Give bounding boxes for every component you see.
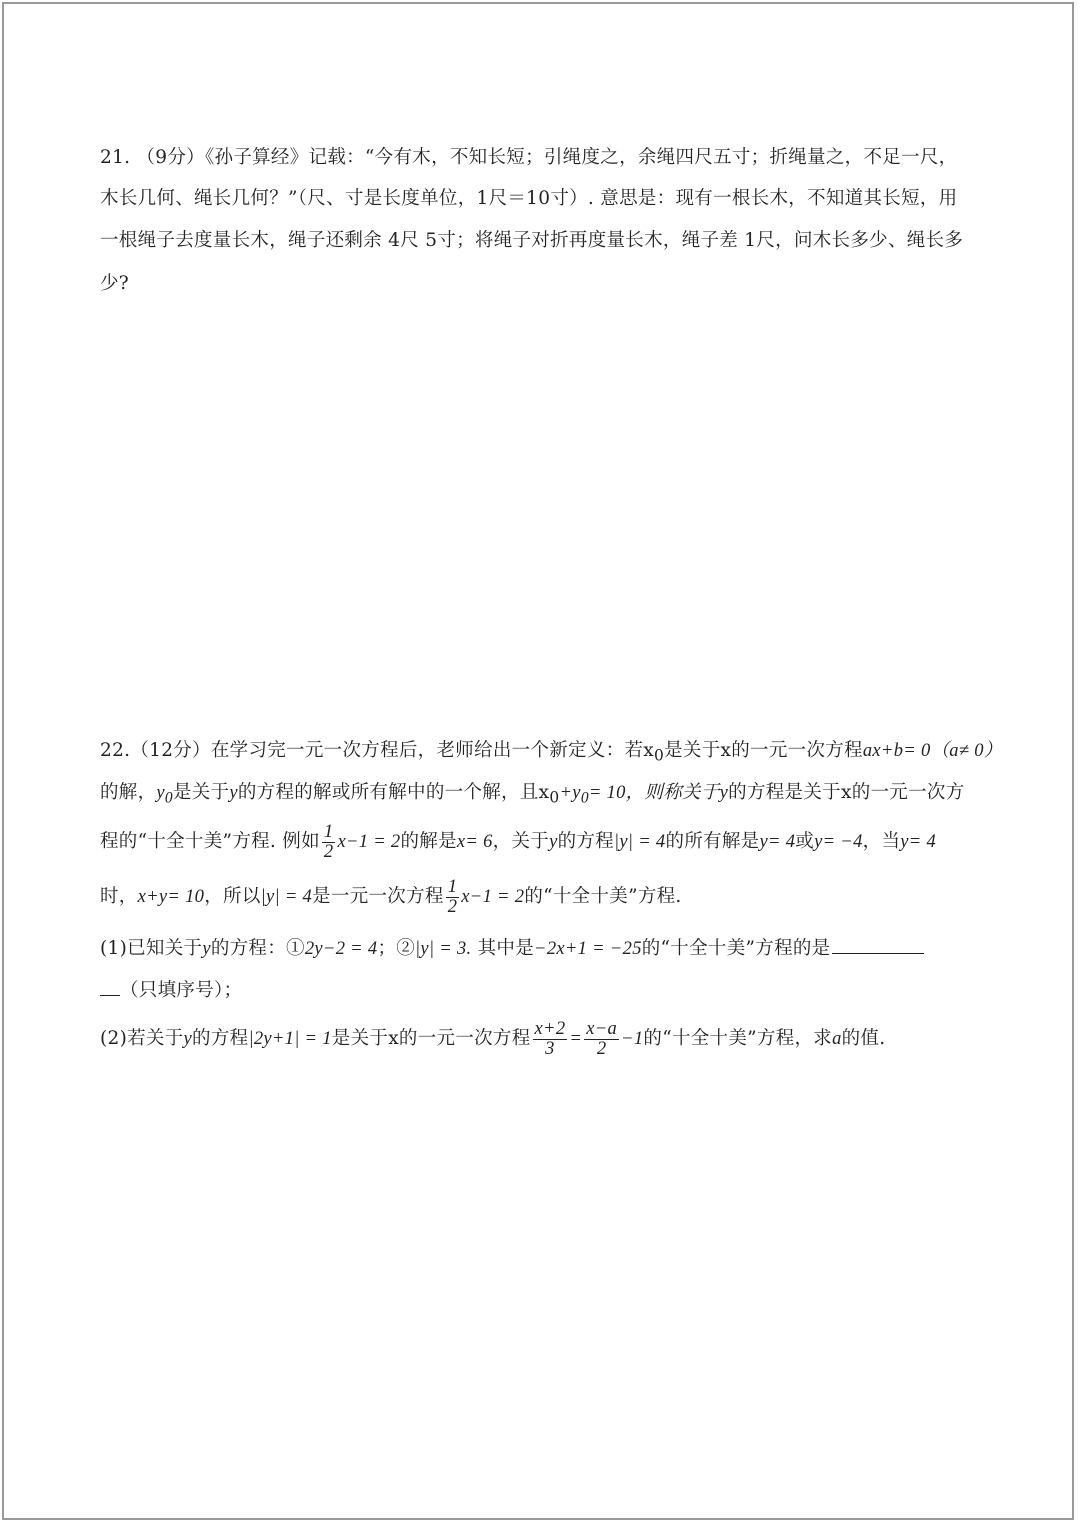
fraction-half: $\frac{1}{2}$ xyxy=(447,876,458,917)
q21-line-3: 一根绳子去度量长木，绳子还剩余 4尺 5寸；将绳子对折再度量长木，绳子差 1尺，问木长多少、绳长多 xyxy=(100,230,964,251)
answer-blank-cont[interactable] xyxy=(100,977,120,996)
q22-line-2: 的解，$y_0$是关于y的方程的解或所有解中的一个解，且$x_0+y_0= 10$，则称关于y的方程是关于x的一元一次方 xyxy=(100,782,965,807)
q22-line-3: 程的“十全十美”方程. 例如 $\frac{1}{2}$ x−1 = 2的解是x= 6，关于y的方程|y| = 4的所有解是y= 4或y= −4，当y= 4 xyxy=(100,821,937,862)
q21-line-4: 少? xyxy=(100,273,130,294)
fraction-x-plus-2-over-3: $\frac{x+2}{3}$ xyxy=(534,1018,566,1059)
q22-line-1: 22.（12分）在学习完一元一次方程后，老师给出一个新定义：若$x_0$是关于x的一元一次方程ax+b= 0（a≠ 0） xyxy=(100,740,1003,765)
q22-part-2: (2)若关于y的方程|2y+1| = 1是关于x的一元一次方程 $\frac{x+2}{3}$ = $\frac{x-a}{2}$ −1的“十全十美”方程，求a的值. xyxy=(100,1018,886,1059)
q22-line-4: 时，x+y= 10，所以|y| = 4是一元一次方程 $\frac{1}{2}$ x−1 = 2的“十全十美”方程. xyxy=(100,876,682,917)
exam-page xyxy=(2,2,1074,1520)
answer-blank[interactable] xyxy=(832,935,924,954)
fraction-half: $\frac{1}{2}$ xyxy=(323,821,334,862)
fraction-x-minus-a-over-2: $\frac{x-a}{2}$ xyxy=(586,1018,618,1059)
q22-part-1-cont: （只填序号）； xyxy=(100,977,242,1005)
q21-line-1: 21. （9分）《孙子算经》记载：“今有木，不知长短；引绳度之，余绳四尺五寸；折绳量之，不足一尺， xyxy=(100,147,958,168)
q21-line-2: 木长几何、绳长几何？”（尺、寸是长度单位，1尺＝10寸）. 意思是：现有一根长木，不知道其长短，用 xyxy=(100,188,958,209)
q22-part-1: (1)已知关于y的方程：①2y−2 = 4；②|y| = 3. 其中是−2x+1 = −25的“十全十美”方程的是 xyxy=(100,935,924,963)
